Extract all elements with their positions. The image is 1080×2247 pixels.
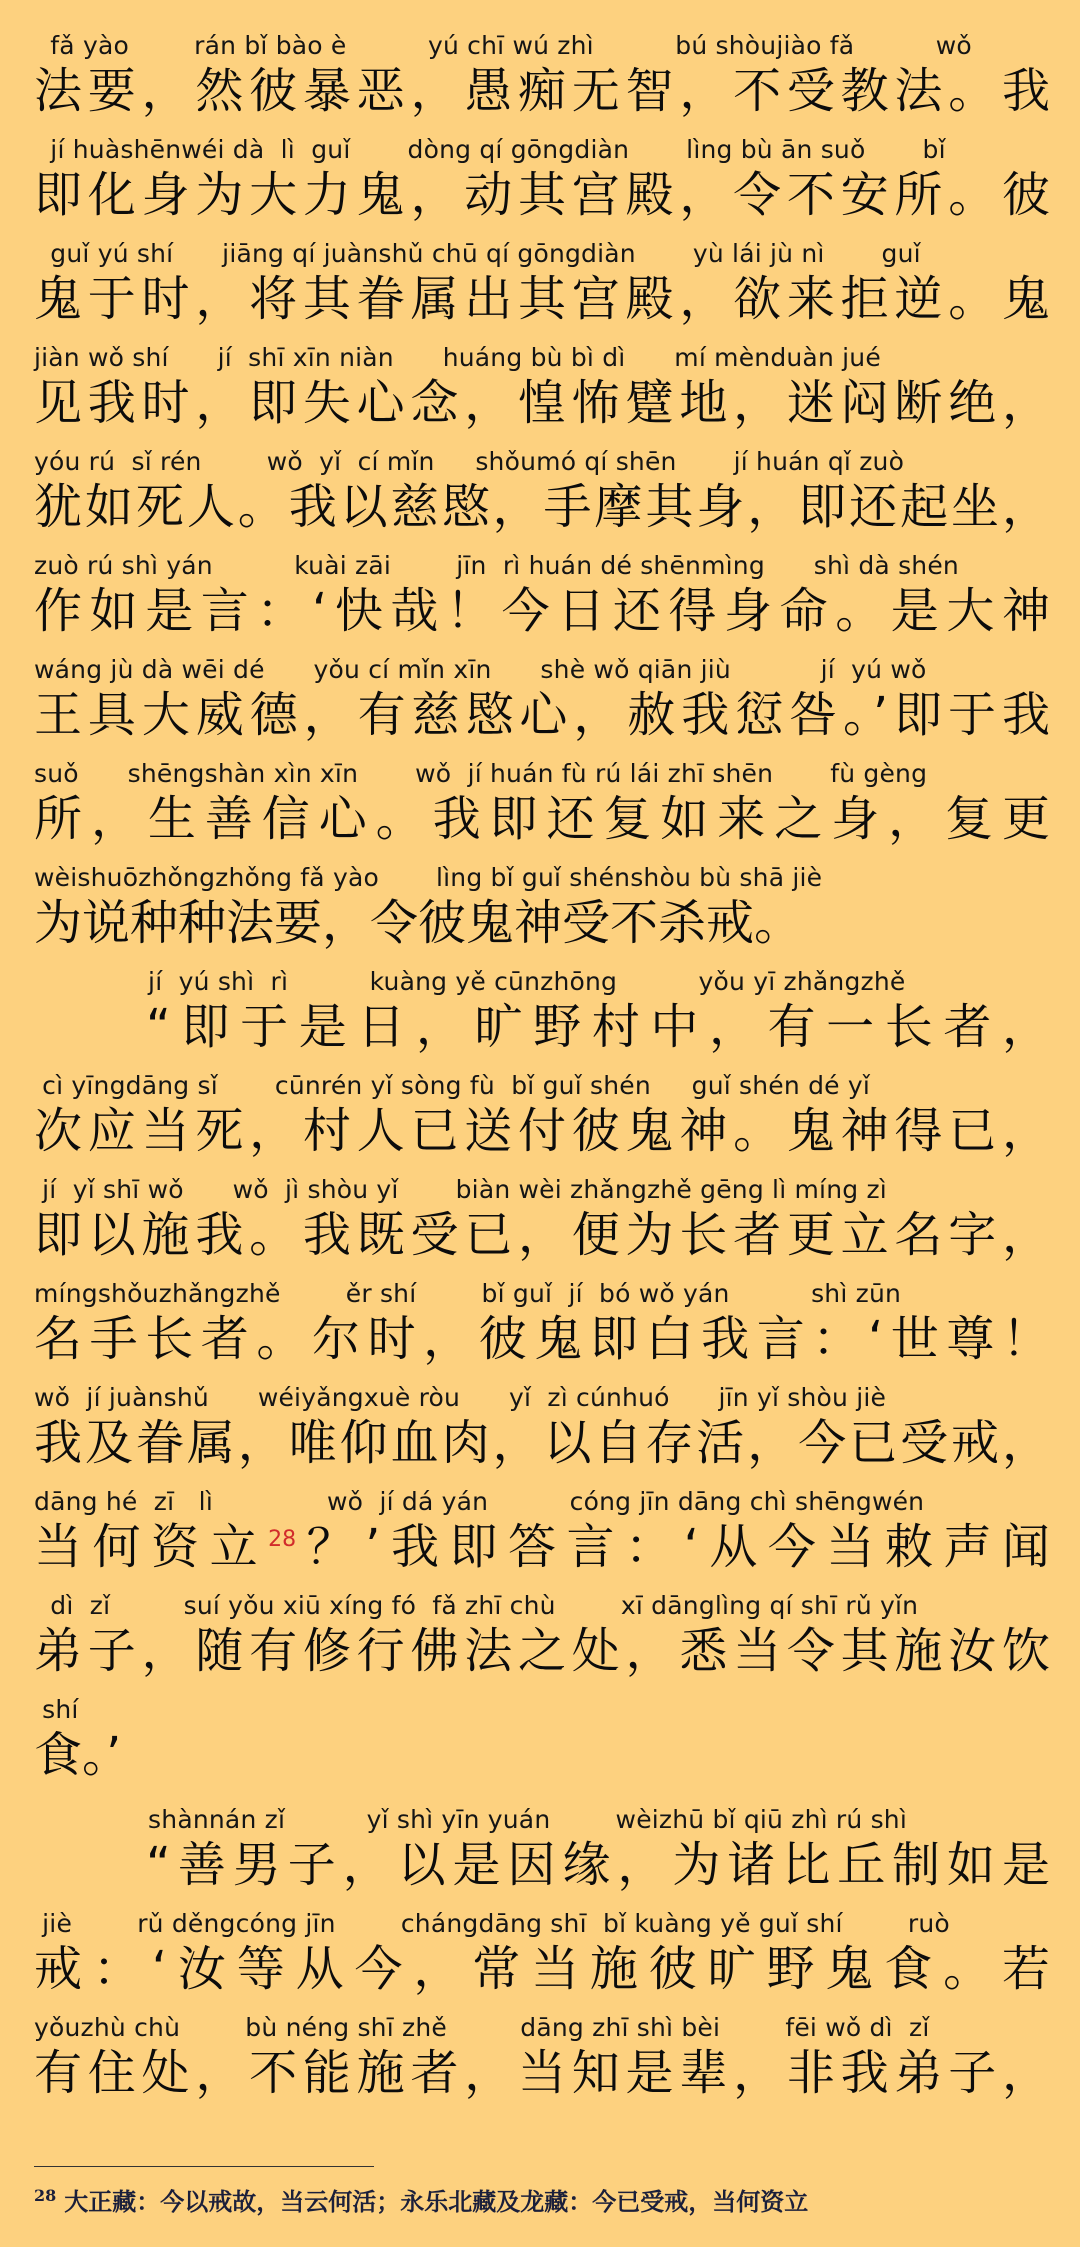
text-line-10	[34, 966, 1050, 1070]
hanzi-row: 为说种种法要，令彼鬼神受不杀戒。	[34, 895, 803, 951]
pinyin-row: jí yú shì rì kuàng yě cūnzhōng yǒu yī zhǎngzhě	[34, 967, 906, 996]
text-line-1	[34, 30, 1050, 134]
hanzi-row: 我及眷属，唯仰血肉，以自存活，今已受戒，	[34, 1415, 1050, 1471]
footnote-text: 大正藏：今以戒故，当云何活；永乐北藏及龙藏：今已受戒，当何资立	[64, 2187, 809, 2216]
hanzi-row: 见我时，即失心念，惶怖躄地，迷闷断绝，	[34, 375, 1050, 431]
hanzi-row: 鬼于时，将其眷属出其宫殿，欲来拒逆。鬼	[34, 271, 1050, 327]
pinyin-row: fǎ yào rán bǐ bào è yú chī wú zhì bú shòujiào fǎ wǒ	[34, 31, 972, 60]
text-line-16	[34, 1590, 1050, 1694]
footnote-reference[interactable]: 28	[268, 1527, 297, 1552]
hanzi-row: 法要，然彼暴恶，愚痴无智，不受教法。我	[34, 63, 1050, 119]
text-line-4	[34, 342, 1050, 446]
text-line-8	[34, 758, 1050, 862]
pinyin-row: yóu rú sǐ rén wǒ yǐ cí mǐn shǒumó qí shēn jí huán qǐ zuò	[34, 447, 905, 476]
pinyin-row: dì zǐ suí yǒu xiū xíng fó fǎ zhī chù xī dānglìng qí shī rǔ yǐn	[34, 1591, 919, 1620]
hanzi-row: 所，生善信心。我即还复如来之身，复更	[34, 791, 1050, 847]
pinyin-row: shànnán zǐ yǐ shì yīn yuán wèizhū bǐ qiū zhì rú shì	[34, 1805, 907, 1834]
hanzi-row: 名手长者。尔时，彼鬼即白我言：‘世尊！	[34, 1311, 1050, 1367]
pinyin-row: dāng hé zī lì wǒ jí dá yán cóng jīn dāng chì shēngwén	[34, 1487, 925, 1516]
text-line-12	[34, 1174, 1050, 1278]
hanzi-row: 作如是言：‘快哉！今日还得身命。是大神	[34, 583, 1050, 639]
text-line-6	[34, 550, 1050, 654]
pinyin-row: jiàn wǒ shí jí shī xīn niàn huáng bù bì dì mí mènduàn jué	[34, 343, 881, 372]
text-line-20	[34, 2012, 1050, 2116]
text-line-7	[34, 654, 1050, 758]
hanzi-row: 食。’	[34, 1727, 122, 1783]
text-line-5	[34, 446, 1050, 550]
text-line-2	[34, 134, 1050, 238]
pinyin-row: wáng jù dà wēi dé yǒu cí mǐn xīn shè wǒ qiān jiù jí yú wǒ	[34, 655, 927, 684]
pinyin-row: shí	[34, 1695, 79, 1724]
hanzi-row: 王具大威德，有慈愍心，赦我愆咎。’即于我	[34, 687, 1050, 743]
text-line-11	[34, 1070, 1050, 1174]
text-line-14	[34, 1382, 1050, 1486]
text-line-13	[34, 1278, 1050, 1382]
hanzi-row: 犹如死人。我以慈愍，手摩其身，即还起坐，	[34, 479, 1050, 535]
pinyin-row: wǒ jí juànshǔ wéiyǎngxuè ròu yǐ zì cúnhuó jīn yǐ shòu jiè	[34, 1383, 887, 1412]
pinyin-row: guǐ yú shí jiāng qí juànshǔ chū qí gōngdiàn yù lái jù nì guǐ	[34, 239, 921, 268]
hanzi-row: 有住处，不能施者，当知是辈，非我弟子，	[34, 2045, 1050, 2101]
hanzi-after-footnote: ？’我即答言：‘从今当敕声闻	[296, 1519, 1050, 1575]
footnote	[34, 2178, 1050, 2218]
pinyin-row: jí yǐ shī wǒ wǒ jì shòu yǐ biàn wèi zhǎngzhě gēng lì míng zì	[34, 1175, 887, 1204]
hanzi-row: 弟子，随有修行佛法之处，悉当令其施汝饮	[34, 1623, 1050, 1679]
hanzi-row: 戒：‘汝等从今，常当施彼旷野鬼食。若	[34, 1941, 1050, 1997]
hanzi-row	[34, 1516, 1050, 1578]
pinyin-row: yǒuzhù chù bù néng shī zhě dāng zhī shì bèi fēi wǒ dì zǐ	[34, 2013, 930, 2042]
text-line-9	[34, 862, 1050, 966]
text-line-18	[34, 1804, 1050, 1908]
hanzi-row: 次应当死，村人已送付彼鬼神。鬼神得已，	[34, 1103, 1050, 1159]
pinyin-row: zuò rú shì yán kuài zāi jīn rì huán dé shēnmìng shì dà shén	[34, 551, 959, 580]
pinyin-row: míngshǒuzhǎngzhě ěr shí bǐ guǐ jí bó wǒ yán shì zūn	[34, 1279, 902, 1308]
pinyin-row: wèishuōzhǒngzhǒng fǎ yào lìng bǐ guǐ shénshòu bù shā jiè	[34, 863, 823, 892]
hanzi-row: 即化身为大力鬼，动其宫殿，令不安所。彼	[34, 167, 1050, 223]
text-line-17	[34, 1694, 1050, 1798]
text-line-19	[34, 1908, 1050, 2012]
footnote-divider	[34, 2166, 374, 2167]
hanzi-row: “善男子，以是因缘，为诸比丘制如是	[146, 1837, 1050, 1893]
footnote-number: 28	[34, 2186, 57, 2205]
pinyin-row: jiè rǔ děngcóng jīn chángdāng shī bǐ kuàng yě guǐ shí ruò	[34, 1909, 950, 1938]
pinyin-row: suǒ shēngshàn xìn xīn wǒ jí huán fù rú lái zhī shēn fù gèng	[34, 759, 928, 788]
text-line-3	[34, 238, 1050, 342]
pinyin-row: jí huàshēnwéi dà lì guǐ dòng qí gōngdiàn lìng bù ān suǒ bǐ	[34, 135, 946, 164]
hanzi-row: “即于是日，旷野村中，有一长者，	[146, 999, 1050, 1055]
hanzi-row: 即以施我。我既受已，便为长者更立名字，	[34, 1207, 1050, 1263]
pinyin-row: cì yīngdāng sǐ cūnrén yǐ sòng fù bǐ guǐ shén guǐ shén dé yǐ	[34, 1071, 871, 1100]
hanzi-before-footnote: 当何资立	[34, 1519, 269, 1575]
text-line-15	[34, 1486, 1050, 1590]
